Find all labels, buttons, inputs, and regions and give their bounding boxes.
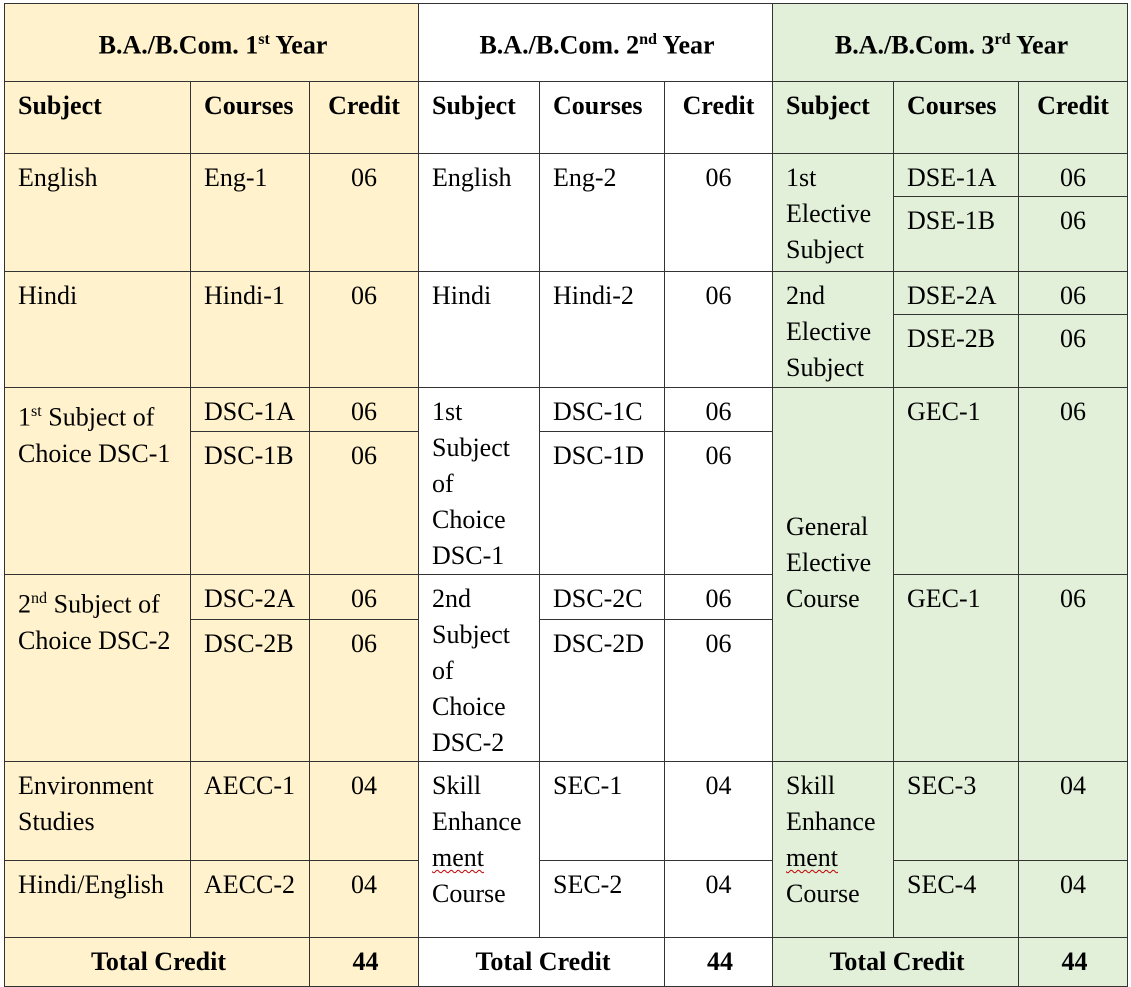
- year3-header: B.A./B.Com. 3rd Year: [773, 4, 1128, 82]
- credit-cell: 06: [1019, 272, 1128, 315]
- col-header-subject: Subject: [419, 82, 540, 154]
- course-cell: DSE-2A: [894, 272, 1019, 315]
- misspelled-word: ment: [432, 843, 484, 872]
- course-cell: DSC-2D: [540, 620, 665, 762]
- year1-header: B.A./B.Com. 1st Year: [5, 4, 419, 82]
- credit-cell: 06: [665, 575, 773, 620]
- subject-text: Course: [432, 879, 506, 908]
- credit-cell: 06: [310, 575, 419, 620]
- col-header-courses: Courses: [894, 82, 1019, 154]
- subject-cell: 1st Subject of Choice DSC-1: [5, 388, 191, 575]
- total-credit-label: Total Credit: [773, 938, 1019, 987]
- credit-cell: 06: [665, 154, 773, 272]
- credit-cell: 06: [665, 272, 773, 388]
- credit-cell: 06: [1019, 197, 1128, 272]
- course-cell: Eng-2: [540, 154, 665, 272]
- col-header-credit: Credit: [665, 82, 773, 154]
- subject-cell: [419, 762, 540, 938]
- credit-cell: 06: [665, 620, 773, 762]
- subject-text: Skill Enhance: [432, 771, 522, 836]
- subject-cell: English: [419, 154, 540, 272]
- subject-cell: Hindi: [419, 272, 540, 388]
- course-cell: SEC-1: [540, 762, 665, 861]
- total-credit-label: Total Credit: [419, 938, 665, 987]
- credit-cell: 06: [310, 388, 419, 432]
- course-cell: DSC-2C: [540, 575, 665, 620]
- credit-cell: 04: [665, 762, 773, 861]
- subject-cell: 2nd Subject of Choice DSC-2: [419, 575, 540, 762]
- col-header-credit: Credit: [1019, 82, 1128, 154]
- course-cell: DSE-2B: [894, 315, 1019, 388]
- credit-cell: 06: [665, 432, 773, 575]
- total-credit-value: 44: [310, 938, 419, 987]
- course-cell: GEC-1: [894, 575, 1019, 762]
- subject-cell: Hindi: [5, 272, 191, 388]
- credit-cell: 04: [1019, 861, 1128, 938]
- subject-text: Skill Enhance: [786, 771, 876, 836]
- misspelled-word: ment: [786, 843, 838, 872]
- credit-cell: 06: [665, 388, 773, 432]
- total-credit-value: 44: [665, 938, 773, 987]
- credit-cell: 04: [665, 861, 773, 938]
- subject-cell: Environment Studies: [5, 762, 191, 861]
- subject-cell: [773, 762, 894, 938]
- course-cell: SEC-2: [540, 861, 665, 938]
- credit-cell: 06: [310, 272, 419, 388]
- total-credit-value: 44: [1019, 938, 1128, 987]
- credit-cell: 06: [310, 620, 419, 762]
- credit-cell: 06: [1019, 154, 1128, 197]
- course-cell: DSC-2A: [191, 575, 310, 620]
- course-cell: DSC-1C: [540, 388, 665, 432]
- col-header-credit: Credit: [310, 82, 419, 154]
- credit-structure-table: [4, 3, 1128, 987]
- col-header-courses: Courses: [540, 82, 665, 154]
- year2-header: B.A./B.Com. 2nd Year: [419, 4, 773, 82]
- course-cell: DSC-2B: [191, 620, 310, 762]
- subject-cell: 1st Subject of Choice DSC-1: [419, 388, 540, 575]
- course-cell: AECC-1: [191, 762, 310, 861]
- subject-text: Course: [786, 879, 860, 908]
- credit-cell: 04: [310, 861, 419, 938]
- course-cell: Eng-1: [191, 154, 310, 272]
- course-cell: DSC-1D: [540, 432, 665, 575]
- course-cell: GEC-1: [894, 388, 1019, 575]
- course-cell: DSC-1A: [191, 388, 310, 432]
- subject-cell: 2nd Elective Subject: [773, 272, 894, 388]
- course-cell: SEC-3: [894, 762, 1019, 861]
- course-cell: Hindi-1: [191, 272, 310, 388]
- credit-cell: 06: [310, 154, 419, 272]
- col-header-subject: Subject: [5, 82, 191, 154]
- course-cell: DSE-1B: [894, 197, 1019, 272]
- col-header-subject: Subject: [773, 82, 894, 154]
- credit-cell: 04: [1019, 762, 1128, 861]
- subject-cell: General Elective Course: [773, 388, 894, 762]
- credit-cell: 06: [1019, 388, 1128, 575]
- credit-cell: 06: [310, 432, 419, 575]
- credit-cell: 06: [1019, 575, 1128, 762]
- subject-cell: English: [5, 154, 191, 272]
- credit-cell: 06: [1019, 315, 1128, 388]
- course-cell: AECC-2: [191, 861, 310, 938]
- course-cell: DSC-1B: [191, 432, 310, 575]
- course-cell: SEC-4: [894, 861, 1019, 938]
- course-cell: DSE-1A: [894, 154, 1019, 197]
- subject-cell: 2nd Subject of Choice DSC-2: [5, 575, 191, 762]
- course-cell: Hindi-2: [540, 272, 665, 388]
- subject-cell: 1st Elective Subject: [773, 154, 894, 272]
- col-header-courses: Courses: [191, 82, 310, 154]
- total-credit-label: Total Credit: [5, 938, 310, 987]
- subject-cell: Hindi/English: [5, 861, 191, 938]
- credit-cell: 04: [310, 762, 419, 861]
